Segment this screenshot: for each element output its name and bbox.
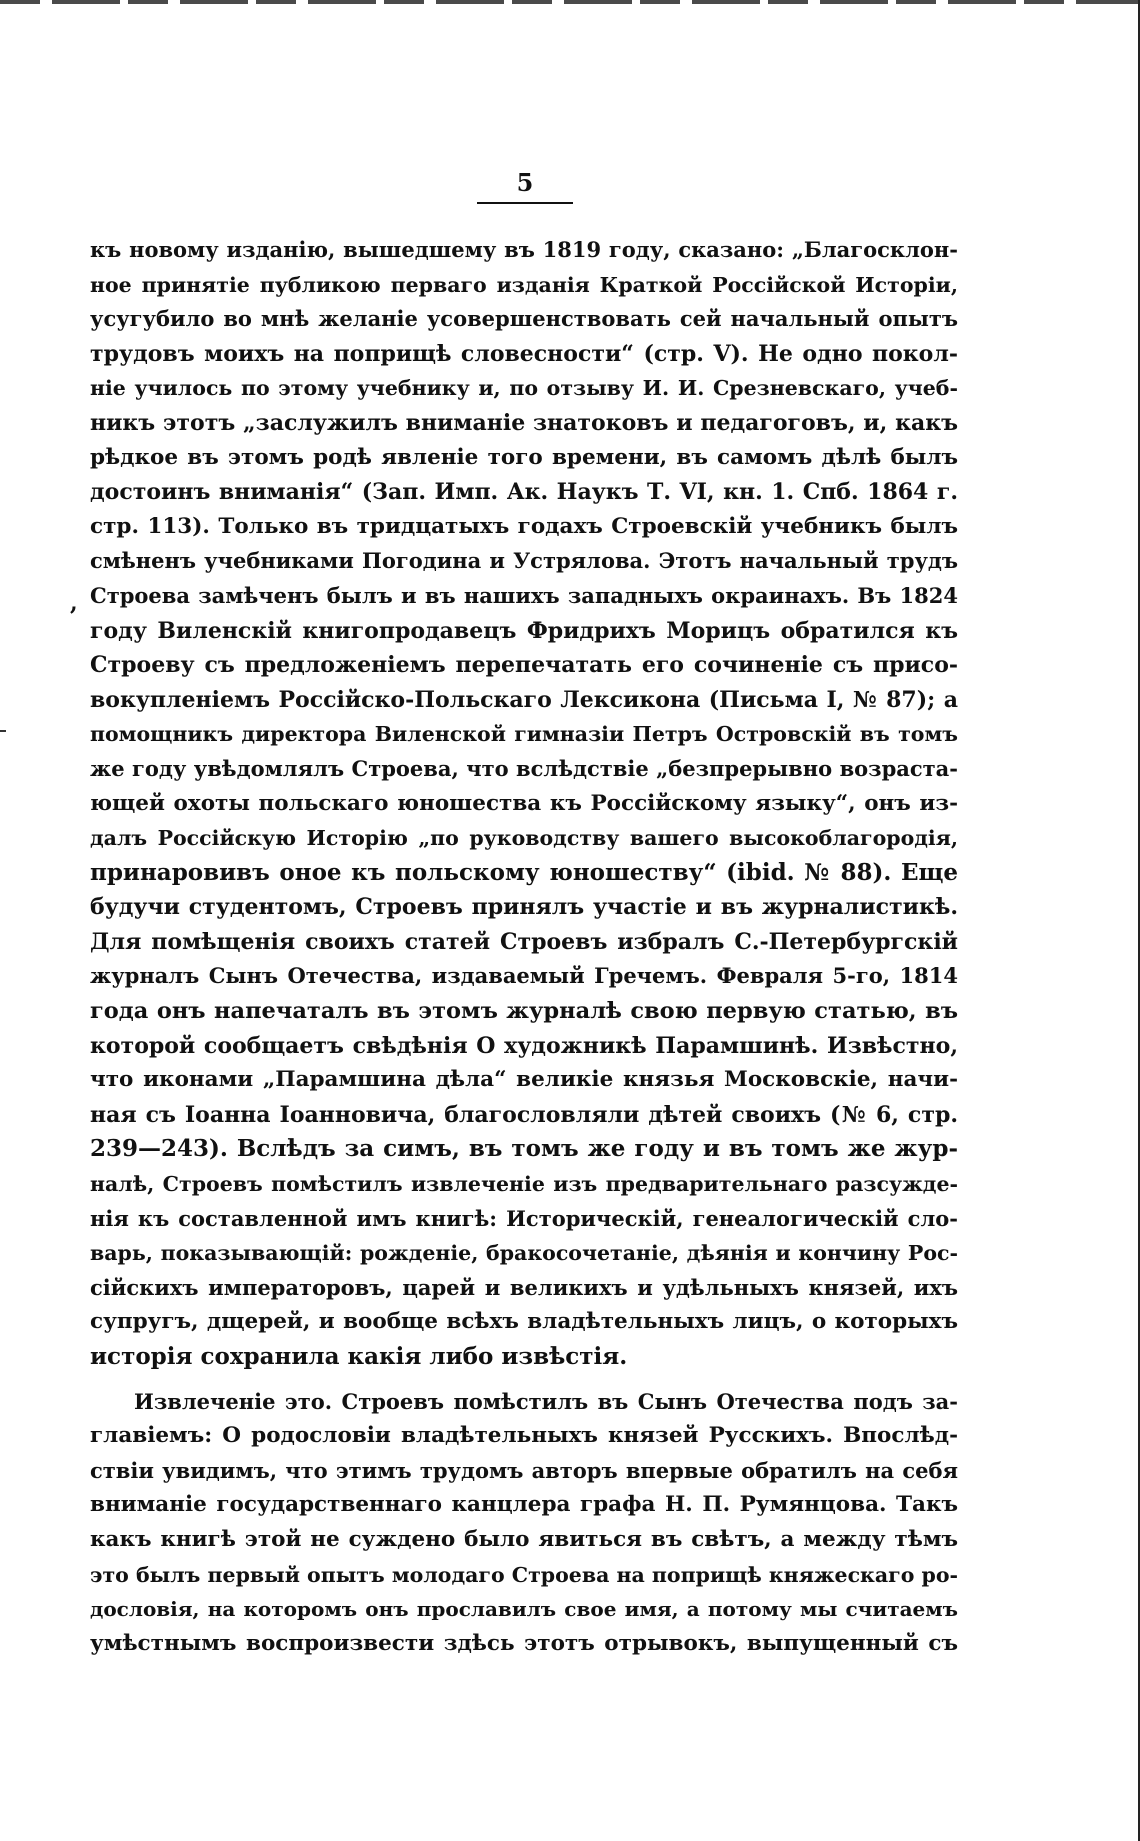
text-line: вокупленіемъ Россійско-Польскаго Лексикона (Письма I, № 87); а [90,686,958,713]
text-line: налѣ, Строевъ помѣстилъ извлеченіе изъ предварительнаго разсужде- [90,1172,958,1197]
text-line: Строеву съ предложеніемъ перепечатать его сочиненіе съ присо- [90,652,958,679]
text-line: которой сообщаетъ свѣдѣнія О художникѣ Парамшинѣ. Извѣстно, [90,1032,958,1059]
paragraph-1 [90,233,958,1375]
paragraph-gap [90,1375,958,1385]
text-line: году Виленскій книгопродавецъ Фридрихъ Морицъ обратился къ [90,617,958,644]
text-line: это былъ первый опытъ молодаго Строева на поприщѣ княжескаго ро- [90,1562,959,1587]
text-line: стр. 113). Только въ тридцатыхъ годахъ Строевскій учебникъ былъ [90,513,958,539]
text-line: что иконами „Парамшина дѣла“ великіе князья Московскіе, начи- [90,1067,958,1093]
text-line: принаровивъ оное къ польскому юношеству“ (ibid. № 88). Еще [90,858,958,886]
text-line: усугубило во мнѣ желаніе усовершенствовать сей начальный опытъ [90,306,958,332]
text-line: достоинъ вниманія“ (Зап. Имп. Ак. Наукъ Т. VI, кн. 1. Спб. 1864 г. [90,479,958,506]
text-line: ніе училось по этому учебнику и, по отзыву И. И. Срезневскаго, учеб- [90,376,958,401]
text-line: ствіи увидимъ, что этимъ трудомъ авторъ впервые обратилъ на себя [90,1457,958,1483]
page-number-rule [477,202,573,204]
text-line: рѣдкое въ этомъ родѣ явленіе того времени, въ самомъ дѣлѣ былъ [90,444,958,470]
text-line: Для помѣщенія своихъ статей Строевъ избралъ С.-Петербургскій [90,928,958,955]
text-line: дословія, на которомъ онъ прославилъ свое имя, а потому мы считаемъ [90,1597,958,1622]
text-line: супругъ, дщерей, и вообще всѣхъ владѣтельныхъ лицъ, о которыхъ [90,1309,958,1335]
text-line: Строева замѣченъ былъ и въ нашихъ западныхъ окраинахъ. Въ 1824 [90,582,958,608]
text-line: умѣстнымъ воспроизвести здѣсь этотъ отрывокъ, выпущенный съ [90,1630,958,1656]
text-line: ная съ Іоанна Іоанновича, благословляли дѣтей своихъ (№ 6, стр. [90,1101,958,1128]
text-line: далъ Россійскую Исторію „по руководству вашего высокоблагородія, [90,826,958,851]
body-text [90,233,958,1661]
text-line: ющей охоты польскаго юношества къ Россійскому языку“, онъ из- [90,790,958,816]
text-line: трудовъ моихъ на поприщѣ словесности“ (стр. V). Не одно покол- [90,340,958,367]
text-line: нія къ составленной имъ книгѣ: Историческій, генеалогическій сло- [90,1205,958,1231]
text-line: къ новому изданію, вышедшему въ 1819 году, сказано: „Благосклон- [90,237,958,262]
margin-mark: , [70,590,78,616]
text-line: какъ книгѣ этой не суждено было явиться въ свѣтъ, а между тѣмъ [90,1526,958,1552]
text-line: же году увѣдомлялъ Строева, что вслѣдствіе „безпрерывно возраста- [90,755,958,781]
text-line: варь, показывающій: рожденіе, бракосочетаніе, дѣянія и кончину Рос- [90,1241,958,1266]
page-number-header [470,168,580,204]
text-line: журналъ Сынъ Отечества, издаваемый Гречемъ. Февраля 5-го, 1814 [90,963,958,989]
scan-margin-mark [0,730,6,732]
text-line: вниманіе государственнаго канцлера графа Н. П. Румянцова. Такъ [90,1492,958,1518]
text-line: Извлеченіе это. Строевъ помѣстилъ въ Сынъ Отечества подъ за- [134,1388,958,1414]
text-line: года онъ напечаталъ въ этомъ журналѣ свою первую статью, въ [90,998,958,1025]
text-line: будучи студентомъ, Строевъ принялъ участіе и въ журналистикѣ. [90,894,958,921]
text-line: смѣненъ учебниками Погодина и Устрялова. Этотъ начальный трудъ [90,548,958,574]
text-line: 239—243). Вслѣдъ за симъ, въ томъ же году и въ томъ же жур- [90,1135,958,1163]
page-number: 5 [516,168,534,197]
text-line: ное принятіе публикою перваго изданія Краткой Россійской Исторіи, [90,272,958,297]
text-line: помощникъ директора Виленской гимназіи Петръ Островскій въ томъ [90,722,958,747]
paragraph-2 [90,1385,958,1662]
scan-border-top [0,0,1140,4]
text-line: сійскихъ императоровъ, царей и великихъ и удѣльныхъ князей, ихъ [90,1274,958,1300]
text-line: главіемъ: О родословіи владѣтельныхъ князей Русскихъ. Впослѣд- [90,1423,958,1449]
text-line: исторія сохранила какія либо извѣстія. [90,1343,628,1370]
text-line: никъ этотъ „заслужилъ вниманіе знатоковъ и педагоговъ, и, какъ [90,409,958,436]
